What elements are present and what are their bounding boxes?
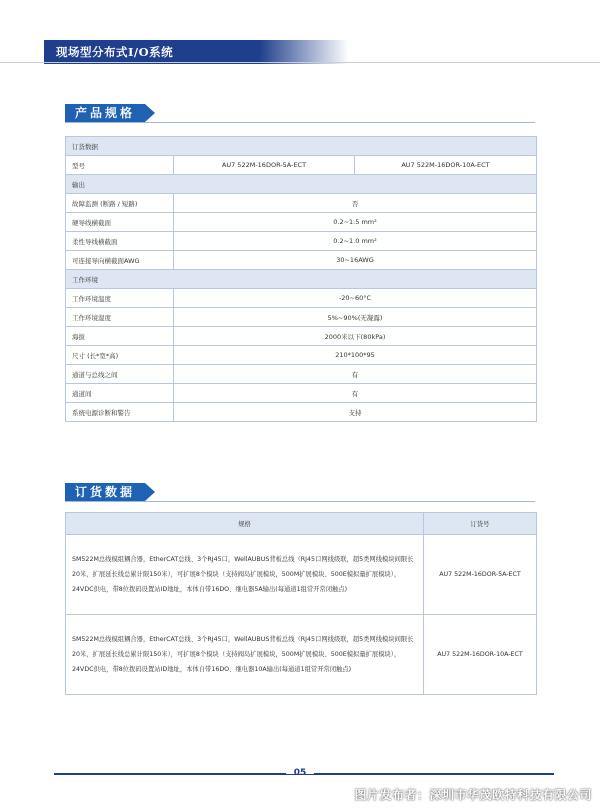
spec-group-row [66,270,537,289]
spec-label: 工作环境温度 [66,289,174,308]
spec-label: 海拔 [66,327,174,346]
spec-group-label: 订货数据 [66,137,537,156]
spec-label: 通道与总线之间 [66,365,174,384]
spec-label: 柔性导线横截面 [66,232,174,251]
specs-section-rule [65,122,535,123]
spec-row [66,289,537,308]
spec-group-label: 工作环境 [66,270,537,289]
order-spec: SM522M总线模组耦合器，EtherCAT总线、3个RJ45口，WellAUBUS背板总线（RJ45口网线级联，超5类网线模块间限长20米，扩展延长线总累计限150米），可扩展8个模块（支持阀岛扩展模块，500M扩展模块、500E模拟量扩展模块），24VDC供电，带8位拨码设置站ID地址，本体自带16DO、继电器10A输出(每通道1组常开常闭触点) [66,615,424,695]
order-spec: SM522M总线模组耦合器，EtherCAT总线、3个RJ45口，WellAUBUS背板总线（RJ45口网线级联，超5类网线模块间限长20米，扩展延长线总累计限150米），可扩展8个模块（支持阀岛扩展模块，500M扩展模块、500E模拟量扩展模块），24VDC供电，带8位拨码设置站ID地址，本体自带16DO、继电器5A输出(每通道1组常开常闭触点) [66,535,424,615]
spec-label: 可连接导向横截面AWG [66,251,174,270]
spec-value: 有 [174,365,537,384]
spec-value: 0.2~1.5 mm² [174,213,537,232]
spec-value: 5%~90%(无凝露) [174,308,537,327]
spec-value: -20~60°C [174,289,537,308]
specs-section-title: 产品规格 [65,104,145,122]
spec-row [66,194,537,213]
spec-value: 否 [174,194,537,213]
order-table-header [66,513,537,535]
spec-header: 规格 [66,513,424,535]
spec-value: 支持 [174,403,537,422]
spec-row [66,251,537,270]
order-table [65,512,537,695]
spec-model-row [66,156,537,175]
header-rule [0,62,600,63]
order-section-title: 订货数据 [65,483,145,501]
specs-table [65,136,537,422]
page-number: 05 [293,768,307,778]
spec-model-value: AU7 522M-16DOR-5A-ECT [174,156,355,175]
order-no-header: 订货号 [424,513,537,535]
spec-row [66,213,537,232]
watermark: 图片发布者：深圳市华茂欧特科技有限公司 [354,788,592,802]
spec-value: 0.2~1.0 mm² [174,232,537,251]
spec-value: 有 [174,384,537,403]
spec-label: 通道间 [66,384,174,403]
spec-row [66,346,537,365]
spec-row [66,327,537,346]
spec-group-label: 输出 [66,175,537,194]
order-row [66,535,537,615]
header-bar [44,40,344,64]
spec-label: 工作环境湿度 [66,308,174,327]
order-number: AU7 522M-16DOR-10A-ECT [424,615,537,695]
spec-model-value: AU7 522M-16DOR-10A-ECT [355,156,537,175]
spec-group-row [66,175,537,194]
spec-label: 型号 [66,156,174,175]
spec-row [66,365,537,384]
spec-label: 硬导线横截面 [66,213,174,232]
header-title: 现场型分布式I/O系统 [56,45,174,59]
spec-value: 2000米以下(80kPa) [174,327,537,346]
order-row [66,615,537,695]
spec-row [66,308,537,327]
spec-label: 尺寸 (长*宽*高) [66,346,174,365]
spec-row [66,403,537,422]
order-section-rule [65,501,535,502]
spec-group-row [66,137,537,156]
spec-row [66,232,537,251]
spec-row [66,384,537,403]
spec-label: 系统电源诊断和警告 [66,403,174,422]
spec-value: 210*100*95 [174,346,537,365]
spec-value: 30~16AWG [174,251,537,270]
order-number: AU7 522M-16DOR-5A-ECT [424,535,537,615]
spec-label: 故障监测 (断路 / 短路) [66,194,174,213]
